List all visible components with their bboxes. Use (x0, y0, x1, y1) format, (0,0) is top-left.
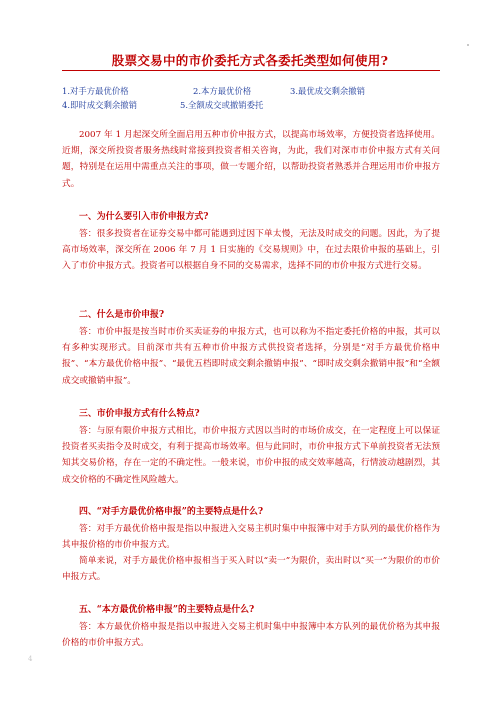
section-heading: 四、“对手方最优价格申报”的主要特点是什么? (79, 507, 264, 517)
section-heading: 五、“本方最优价格申报”的主要特点是什么? (79, 605, 255, 615)
section-answer: 答：对手方最优价格申报是指以申报进入交易主机时集中申报簿中对手方队列的最优价格作为其申报价格的市价申报方式。 (62, 524, 440, 551)
section-answer: 答：本方最优价格申报是指以申报进入交易主机时集中申报簿中本方队列的最优价格为其申报价格的市价申报方式。 (62, 622, 440, 649)
section-heading: 二、什么是市价申报? (79, 310, 165, 320)
section-answer: 答：与原有限价申报方式相比，市价申报方式因以当时的市场价成交，在一定程度上可以保证投资者买卖指令及时成交，有利于提高市场效率。但与此同时，市价申报方式下单前投资者无法预知其交易价格，存在一定的不确定性。一般来说，市价申报的成交效率越高，行情波动越剧烈，其成交价格的不确定性风险越大。 (62, 426, 440, 485)
intro-paragraph: 2007 年 1 月起深交所全面启用五种市价申报方式，以提高市场效率，方便投资者选择使用。近期，深交所投资者服务热线时常接到投资者相关咨询，为此，我们对深市市价申报方式有关问题，特别是在运用中需重点关注的事项，做一专题介绍，以帮助投资者熟悉并合理运用市价申报方式。 (62, 130, 440, 189)
toc-item[interactable]: 1.对手方最优价格 (62, 86, 129, 96)
section-heading: 一、为什么要引入市价申报方式? (79, 212, 209, 222)
section-answer: 简单来说，对手方最优价格申报相当于买入时以“卖一”为限价，卖出时以“买一”为限价的市价申报方式。 (62, 556, 440, 583)
toc-item[interactable]: 5.全额成交或撤销委托 (180, 100, 264, 110)
section-heading: 三、市价申报方式有什么特点? (79, 409, 200, 419)
page-number: 4 (28, 655, 33, 663)
toc-item[interactable]: 2.本方最优价格 (193, 86, 252, 96)
page-mark (467, 44, 469, 46)
toc-item[interactable]: 3.最优成交剩余撤销 (290, 86, 365, 96)
section-answer: 答：市价申报是按当时市价买卖证券的申报方式，也可以称为不指定委托价格的申报，其可以有多种实现形式。目前深市共有五种市价申报方式供投资者选择，分别是“对手方最优价格申报”、“本方最优价格申报”、“最优五档即时成交剩余撤销申报”、“即时成交剩余撤销申报”和“全额成交或撤销申报”。 (62, 327, 440, 386)
toc-item[interactable]: 4.即时成交剩余撤销 (62, 100, 137, 110)
section-answer: 答：很多投资者在证券交易中都可能遇到过因下单太慢，无法及时成交的问题。因此，为了提高市场效率，深交所在 2006 年 7 月 1 日实施的《交易规则》中，在过去限价申报的基础上，引入了市价申报方式。投资者可以根据自身不同的交易需求，选择不同的市价申报方式进行交易。 (62, 229, 440, 272)
title-underline (62, 70, 440, 71)
page-title: 股票交易中的市价委托方式各委托类型如何使用? (111, 53, 389, 68)
